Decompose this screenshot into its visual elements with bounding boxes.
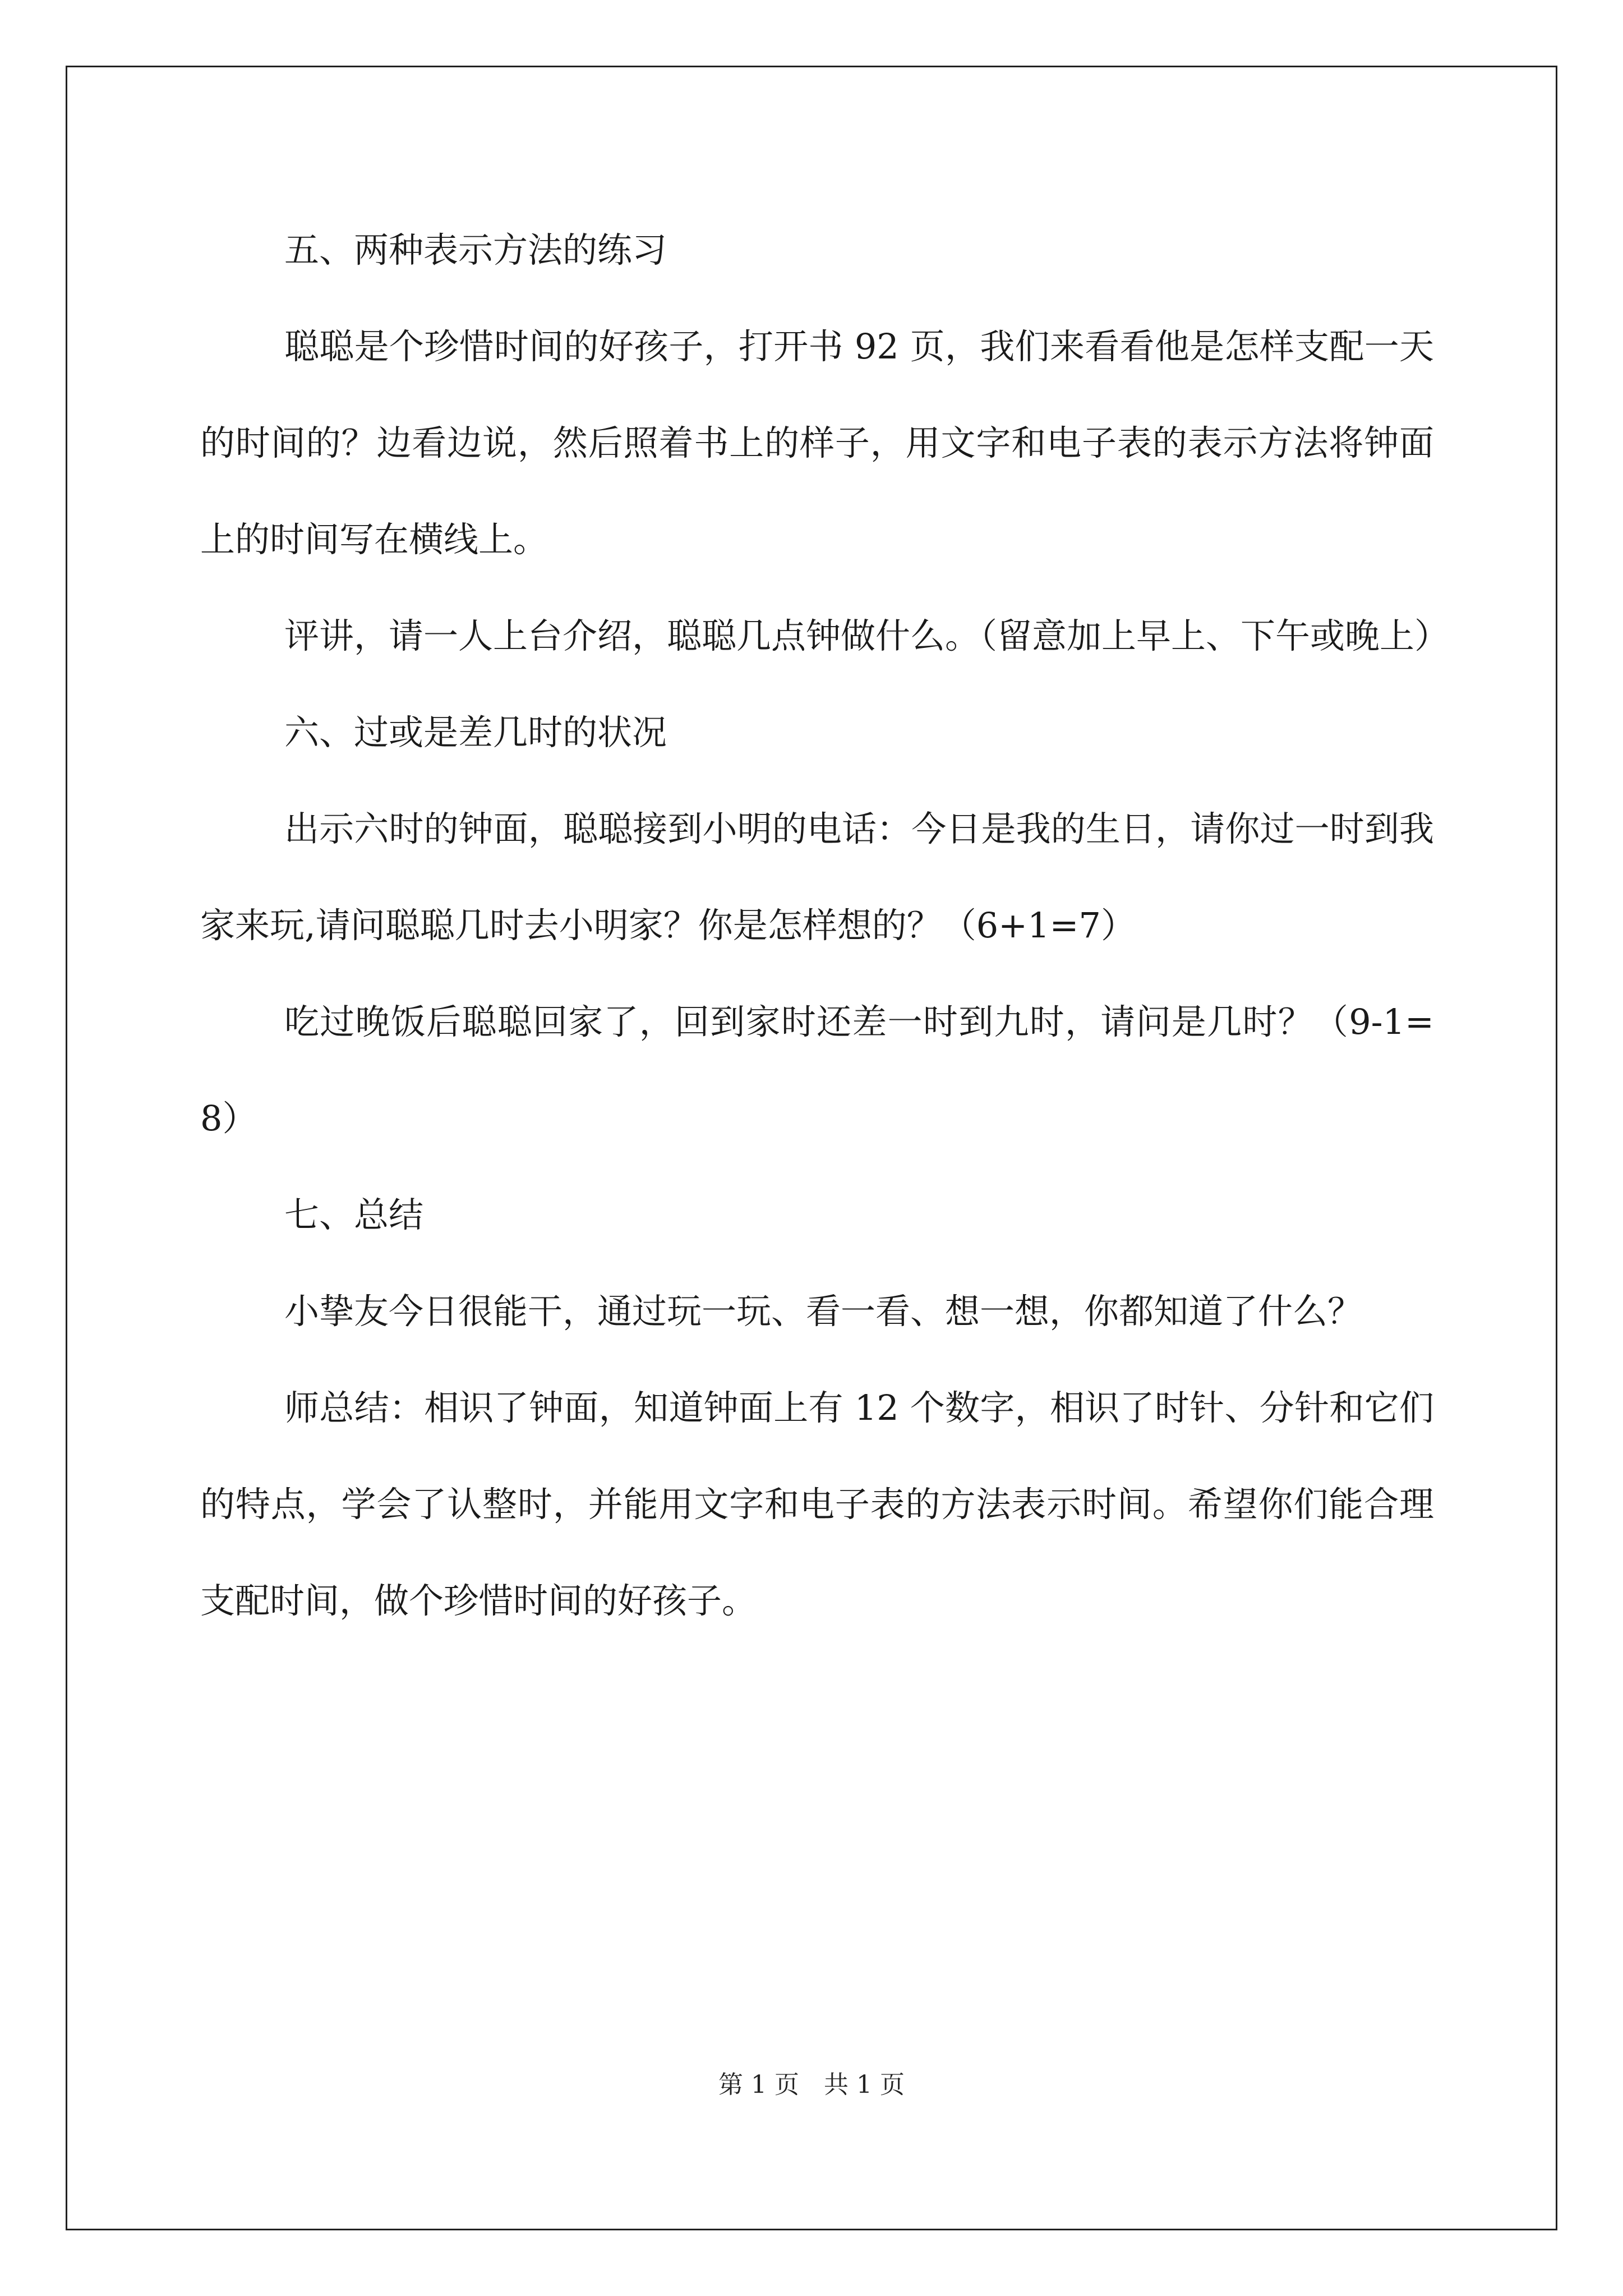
section-heading-before-after: 六、过或是差几时的状况 xyxy=(284,712,667,753)
paragraph-book-exercise: 聪聪是个珍惜时间的好孩子，打开书 92 页，我们来看看他是怎样支配一天的时间的？边看边说，然后照着书上的样子，用文字和电子表的表示方法将钟面上的时间写在横线上。 xyxy=(200,326,1434,560)
section-heading-practice: 五、两种表示方法的练习 xyxy=(284,229,667,270)
page-footer xyxy=(0,2064,1623,2100)
page-number: 第 1 页 xyxy=(718,2070,799,2099)
paragraph-nine-oclock: 吃过晚饭后聪聪回家了，回到家时还差一时到九时，请问是几时？（9-1=8） xyxy=(200,1001,1434,1139)
page-total: 共 1 页 xyxy=(824,2070,905,2099)
paragraph-question: 小挚友今日很能干，通过玩一玩、看一看、想一想，你都知道了什么？ xyxy=(284,1291,1363,1332)
paragraph-review: 评讲，请一人上台介绍，聪聪几点钟做什么。（留意加上早上、下午或晚上） xyxy=(284,615,1450,656)
document-body xyxy=(200,202,1450,1649)
paragraph-teacher-summary: 师总结：相识了钟面，知道钟面上有 12 个数字，相识了时针、分针和它们的特点，学会了认整时，并能用文字和电子表的方法表示时间。希望你们能合理支配时间，做个珍惜时间的好孩子。 xyxy=(200,1387,1434,1621)
paragraph-six-oclock: 出示六时的钟面，聪聪接到小明的电话：今日是我的生日，请你过一时到我家来玩,请问聪聪几时去小明家？你是怎样想的？（6+1=7） xyxy=(200,808,1434,946)
section-heading-summary: 七、总结 xyxy=(284,1194,424,1235)
